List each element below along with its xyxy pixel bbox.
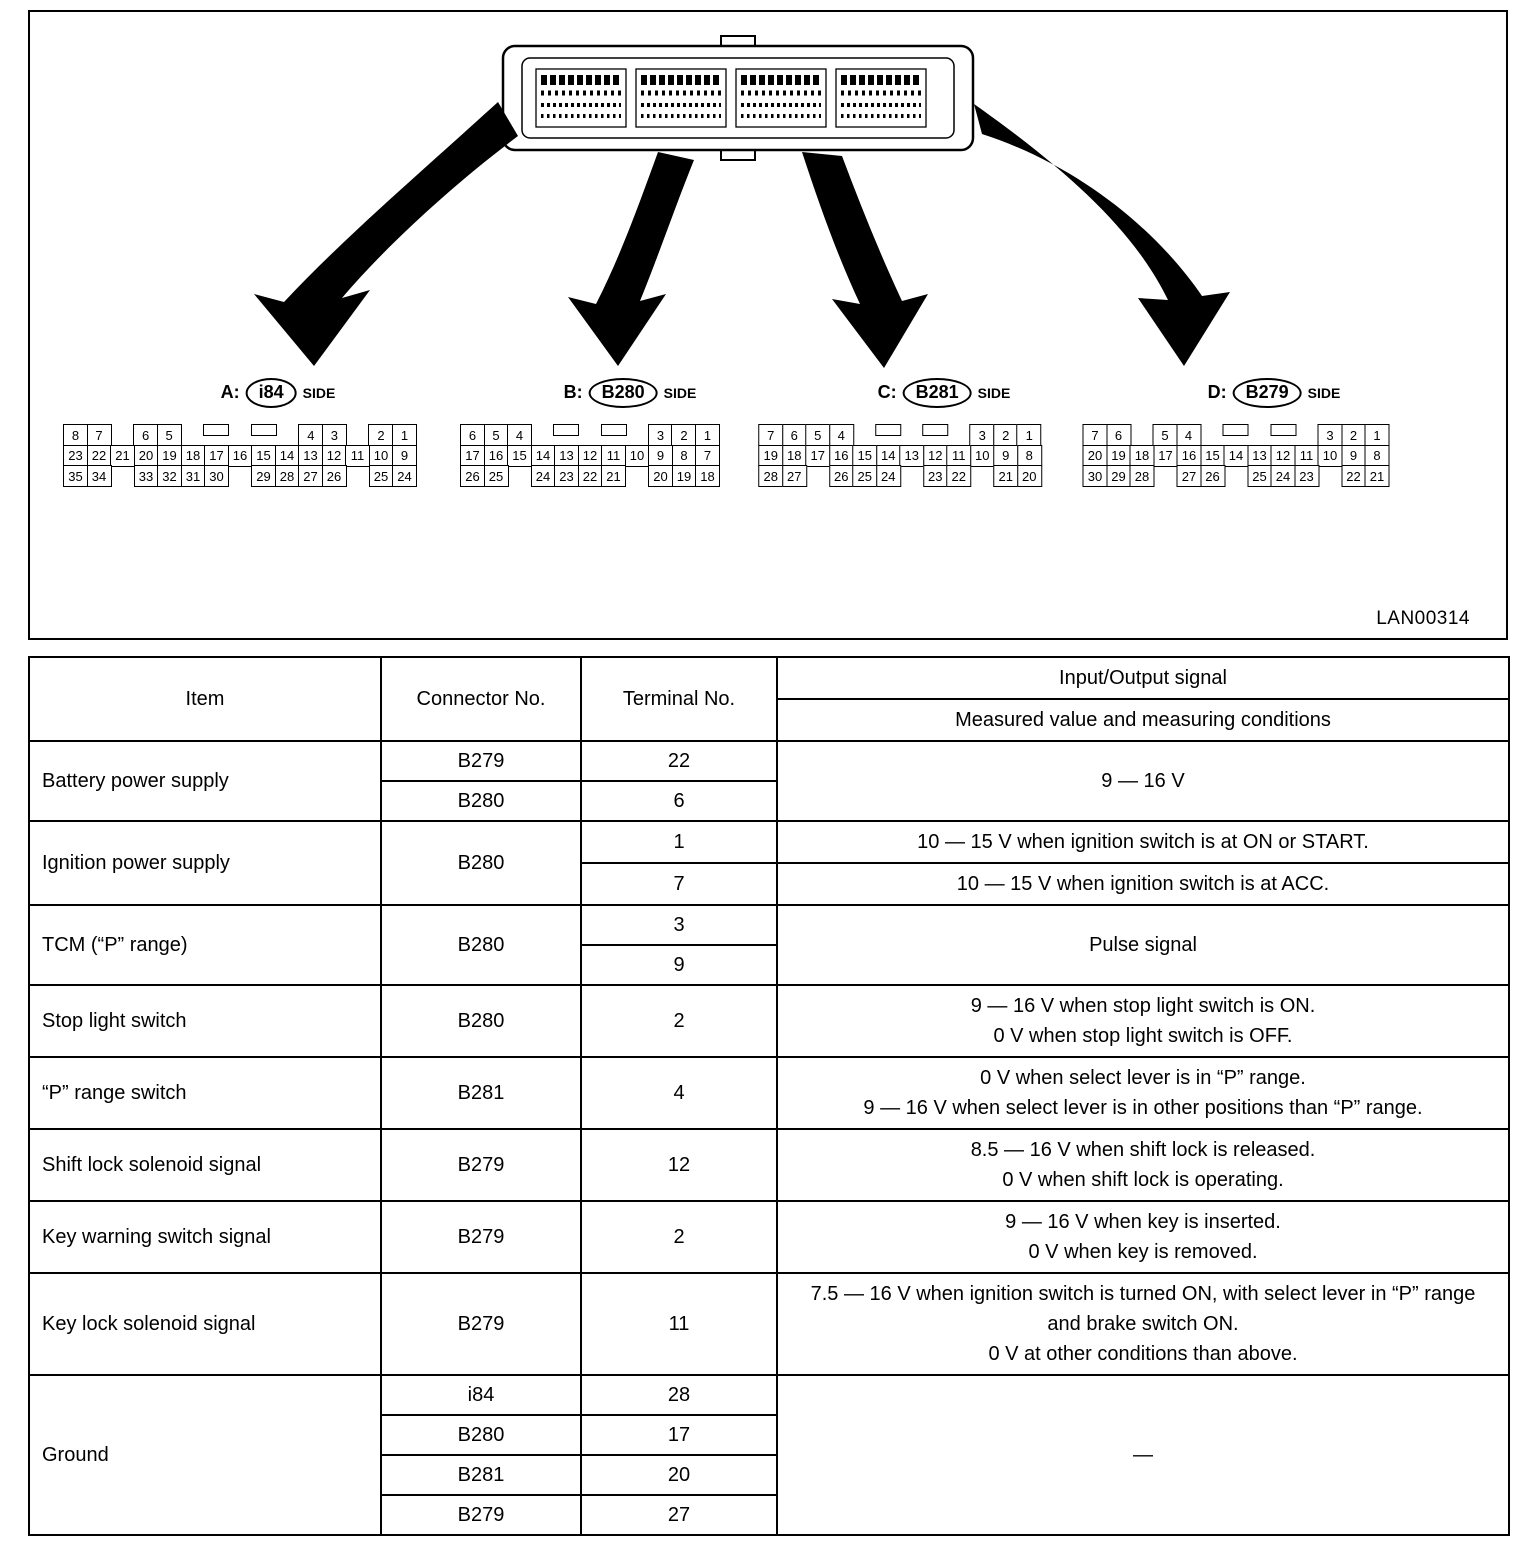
connector-side-label: SIDE xyxy=(302,384,336,401)
connector-cell: B281 xyxy=(381,1057,581,1129)
pin-B281-20: 20 xyxy=(1017,465,1042,487)
connector-cell: B279 xyxy=(381,741,581,781)
pin-B280-11: 11 xyxy=(601,445,626,467)
pin-B279-19: 19 xyxy=(1106,445,1131,467)
connector-cell: B280 xyxy=(381,985,581,1057)
pin-i84-5: 5 xyxy=(157,424,182,446)
terminal-cell: 1 xyxy=(581,821,777,863)
pin-i84-11: 11 xyxy=(345,445,370,467)
item-cell: Key lock solenoid signal xyxy=(29,1273,381,1375)
pin-i84-20: 20 xyxy=(134,445,159,467)
pin-segment xyxy=(63,465,112,487)
pin-segment xyxy=(1318,424,1390,446)
pin-segment xyxy=(63,424,112,446)
pin-i84-1: 1 xyxy=(392,424,417,446)
terminal-cell: 22 xyxy=(581,741,777,781)
pin-block-b xyxy=(636,69,726,127)
pin-row xyxy=(63,424,417,446)
connector-cell: B280 xyxy=(381,905,581,985)
signal-line: 0 V when stop light switch is OFF. xyxy=(993,1025,1293,1047)
terminal-cell: 4 xyxy=(581,1057,777,1129)
pin-segment xyxy=(648,465,720,487)
pin-i84-35: 35 xyxy=(63,465,88,487)
signal-cell xyxy=(777,821,1509,863)
col-header-item: Item xyxy=(29,657,381,741)
pin-B279-29: 29 xyxy=(1106,465,1131,487)
connector-cell: B279 xyxy=(381,1201,581,1273)
connector-label-a xyxy=(221,378,336,408)
pin-B280-9: 9 xyxy=(648,445,673,467)
signal-line: — xyxy=(1133,1444,1153,1466)
pin-i84-29: 29 xyxy=(251,465,276,487)
pin-i84-31: 31 xyxy=(181,465,206,487)
pin-row xyxy=(1083,465,1390,487)
pin-B280-6: 6 xyxy=(460,424,485,446)
pin-B280-12: 12 xyxy=(578,445,603,467)
table-row xyxy=(29,905,1509,945)
item-cell: Battery power supply xyxy=(29,741,381,821)
pin-block-a xyxy=(536,69,626,127)
pin-grid-b xyxy=(460,424,720,487)
terminal-cell: 2 xyxy=(581,985,777,1057)
pin-i84-27: 27 xyxy=(298,465,323,487)
signal-line: 8.5 — 16 V when shift lock is released. xyxy=(970,1139,1316,1161)
pin-B279-17: 17 xyxy=(1153,445,1178,467)
signal-line: Pulse signal xyxy=(1089,934,1197,956)
connector-cell: i84 xyxy=(381,1375,581,1415)
pin-B279-14: 14 xyxy=(1224,445,1249,467)
pin-B279-24: 24 xyxy=(1271,465,1296,487)
pin-segment xyxy=(1247,465,1319,487)
pin-B279-3: 3 xyxy=(1318,424,1343,446)
pin-segment xyxy=(134,465,230,487)
pin-B281-14: 14 xyxy=(876,445,901,467)
pin-B279-28: 28 xyxy=(1130,465,1155,487)
connector-key-tab xyxy=(875,424,901,436)
terminal-cell: 12 xyxy=(581,1129,777,1201)
pin-segment xyxy=(460,445,720,467)
pin-B281-13: 13 xyxy=(899,445,924,467)
connector-key-tab xyxy=(203,424,229,436)
pin-B281-3: 3 xyxy=(970,424,995,446)
pin-B281-16: 16 xyxy=(829,445,854,467)
pin-segment xyxy=(63,445,417,467)
signal-line: 0 V when select lever is in “P” range. xyxy=(980,1067,1306,1089)
connector-key-tab xyxy=(922,424,948,436)
table-row xyxy=(29,1375,1509,1415)
pin-segment xyxy=(923,465,972,487)
pin-segment xyxy=(1153,424,1202,446)
pin-B280-8: 8 xyxy=(672,445,697,467)
pin-B280-22: 22 xyxy=(578,465,603,487)
pin-segment xyxy=(1083,465,1155,487)
pin-B279-26: 26 xyxy=(1200,465,1225,487)
manual-page xyxy=(28,10,1508,1536)
arrow-to-a xyxy=(254,102,518,366)
signal-line: 9 — 16 V xyxy=(1101,770,1185,792)
signal-cell xyxy=(777,741,1509,821)
pin-row xyxy=(460,424,720,446)
pin-segment xyxy=(298,424,347,446)
pin-B279-13: 13 xyxy=(1247,445,1272,467)
pin-i84-30: 30 xyxy=(204,465,229,487)
table-row xyxy=(29,1057,1509,1129)
signal-line: 0 V when shift lock is operating. xyxy=(1002,1169,1284,1191)
signal-cell xyxy=(777,905,1509,985)
terminal-cell: 20 xyxy=(581,1455,777,1495)
pin-grid-d xyxy=(1083,424,1390,487)
pin-B280-23: 23 xyxy=(554,465,579,487)
pin-segment xyxy=(648,424,720,446)
connector-number-badge: B279 xyxy=(1233,378,1302,408)
connector-letter: D: xyxy=(1207,382,1227,403)
pin-B280-13: 13 xyxy=(554,445,579,467)
pin-B280-20: 20 xyxy=(648,465,673,487)
connector-label-c xyxy=(878,378,1011,408)
pin-i84-18: 18 xyxy=(181,445,206,467)
pin-grid-c xyxy=(758,424,1042,487)
pin-segment xyxy=(133,424,182,446)
pin-i84-7: 7 xyxy=(87,424,112,446)
pin-B281-11: 11 xyxy=(946,445,971,467)
table-row xyxy=(29,1273,1509,1375)
pin-B279-7: 7 xyxy=(1083,424,1108,446)
table-row xyxy=(29,1201,1509,1273)
pin-i84-25: 25 xyxy=(369,465,394,487)
pin-B279-15: 15 xyxy=(1200,445,1225,467)
table-row xyxy=(29,741,1509,781)
pin-B281-18: 18 xyxy=(782,445,807,467)
pin-block-d xyxy=(836,69,926,127)
signal-line: 10 — 15 V when ignition switch is at ON or START. xyxy=(917,831,1369,853)
pin-B279-30: 30 xyxy=(1083,465,1108,487)
pin-i84-19: 19 xyxy=(157,445,182,467)
connector-key-tab xyxy=(553,424,579,436)
connector-cell: B280 xyxy=(381,781,581,821)
table-row xyxy=(29,821,1509,863)
pin-B280-19: 19 xyxy=(672,465,697,487)
pin-B280-2: 2 xyxy=(671,424,696,446)
signal-cell xyxy=(777,1375,1509,1535)
connector-side-label: SIDE xyxy=(1307,384,1341,401)
pin-B279-20: 20 xyxy=(1083,445,1108,467)
pin-B281-1: 1 xyxy=(1017,424,1042,446)
terminal-cell: 27 xyxy=(581,1495,777,1535)
pin-B280-15: 15 xyxy=(507,445,532,467)
pin-B281-7: 7 xyxy=(758,424,783,446)
item-cell: Ignition power supply xyxy=(29,821,381,905)
pin-segment xyxy=(758,465,807,487)
pin-i84-21: 21 xyxy=(110,445,135,467)
connector-diagram-panel xyxy=(28,10,1508,640)
signal-cell xyxy=(777,1129,1509,1201)
pin-B280-1: 1 xyxy=(695,424,720,446)
pin-i84-6: 6 xyxy=(133,424,158,446)
signal-cell xyxy=(777,1201,1509,1273)
pin-row xyxy=(758,445,1042,467)
pin-i84-13: 13 xyxy=(298,445,323,467)
pin-segment xyxy=(1083,424,1132,446)
pin-row xyxy=(1083,424,1390,446)
pin-B281-22: 22 xyxy=(946,465,971,487)
pin-B281-23: 23 xyxy=(923,465,948,487)
signal-cell xyxy=(777,985,1509,1057)
table-row xyxy=(29,1129,1509,1201)
pin-segment xyxy=(251,465,347,487)
pin-B280-26: 26 xyxy=(460,465,485,487)
signal-table-header xyxy=(29,657,1509,741)
signal-line: 0 V when key is removed. xyxy=(1028,1241,1258,1263)
pin-i84-22: 22 xyxy=(87,445,112,467)
connector-label-d xyxy=(1208,378,1341,408)
pin-B281-8: 8 xyxy=(1017,445,1042,467)
col-header-connector: Connector No. xyxy=(381,657,581,741)
terminal-cell: 2 xyxy=(581,1201,777,1273)
pin-B279-2: 2 xyxy=(1341,424,1366,446)
pin-B281-19: 19 xyxy=(758,445,783,467)
pin-row xyxy=(460,445,720,467)
signal-line: 7.5 — 16 V when ignition switch is turned ON, with select lever in “P” range and brake switch ON. xyxy=(810,1283,1476,1335)
pin-i84-28: 28 xyxy=(275,465,300,487)
pin-B281-10: 10 xyxy=(970,445,995,467)
pin-segment xyxy=(758,424,854,446)
pin-B281-6: 6 xyxy=(782,424,807,446)
terminal-cell: 17 xyxy=(581,1415,777,1455)
pin-i84-9: 9 xyxy=(392,445,417,467)
pin-B279-5: 5 xyxy=(1153,424,1178,446)
connector-cell: B279 xyxy=(381,1495,581,1535)
pin-B279-11: 11 xyxy=(1294,445,1319,467)
pin-i84-24: 24 xyxy=(392,465,417,487)
connector-cell: B280 xyxy=(381,821,581,905)
connector-letter: A: xyxy=(220,382,240,403)
connector-key-tab xyxy=(1223,424,1249,436)
col-header-signal-sub: Measured value and measuring conditions xyxy=(777,699,1509,741)
pin-B280-16: 16 xyxy=(484,445,509,467)
pin-row xyxy=(63,445,417,467)
pin-i84-4: 4 xyxy=(298,424,323,446)
pin-B280-17: 17 xyxy=(460,445,485,467)
pin-B279-21: 21 xyxy=(1365,465,1390,487)
pin-B281-17: 17 xyxy=(805,445,830,467)
pin-i84-33: 33 xyxy=(134,465,159,487)
connector-label-b xyxy=(564,378,697,408)
pin-B281-15: 15 xyxy=(852,445,877,467)
connector-cell: B280 xyxy=(381,1415,581,1455)
pin-segment xyxy=(1083,445,1390,467)
pin-segment xyxy=(758,445,1042,467)
terminal-cell: 9 xyxy=(581,945,777,985)
item-cell: Shift lock solenoid signal xyxy=(29,1129,381,1201)
pin-B279-25: 25 xyxy=(1247,465,1272,487)
pin-B281-27: 27 xyxy=(782,465,807,487)
pin-i84-14: 14 xyxy=(275,445,300,467)
connector-letter: B: xyxy=(563,382,583,403)
pin-block-c xyxy=(736,69,826,127)
pin-i84-12: 12 xyxy=(322,445,347,467)
pin-i84-3: 3 xyxy=(322,424,347,446)
terminal-cell: 6 xyxy=(581,781,777,821)
pin-B280-5: 5 xyxy=(484,424,509,446)
pin-B279-16: 16 xyxy=(1177,445,1202,467)
pin-i84-34: 34 xyxy=(87,465,112,487)
signal-line: 10 — 15 V when ignition switch is at ACC. xyxy=(956,873,1330,895)
pin-B280-18: 18 xyxy=(695,465,720,487)
pin-B279-9: 9 xyxy=(1341,445,1366,467)
pin-segment xyxy=(460,424,532,446)
connector-key-tab xyxy=(601,424,627,436)
pin-B281-12: 12 xyxy=(923,445,948,467)
col-header-terminal: Terminal No. xyxy=(581,657,777,741)
connector-cell: B281 xyxy=(381,1455,581,1495)
pin-i84-32: 32 xyxy=(157,465,182,487)
pin-B281-24: 24 xyxy=(876,465,901,487)
terminal-cell: 11 xyxy=(581,1273,777,1375)
connector-side-label: SIDE xyxy=(663,384,697,401)
pin-B279-4: 4 xyxy=(1176,424,1201,446)
pin-segment xyxy=(1341,465,1390,487)
connector-number-badge: B281 xyxy=(903,378,972,408)
figure-code: LAN00314 xyxy=(1376,608,1470,629)
signal-line: 9 — 16 V when key is inserted. xyxy=(1005,1211,1281,1233)
pin-B279-12: 12 xyxy=(1271,445,1296,467)
pin-B281-26: 26 xyxy=(829,465,854,487)
pin-row xyxy=(460,465,720,487)
pin-B280-10: 10 xyxy=(625,445,650,467)
arrow-to-c xyxy=(802,152,928,368)
pin-row xyxy=(758,424,1042,446)
col-header-signal: Input/Output signal xyxy=(777,657,1509,699)
pin-B281-28: 28 xyxy=(758,465,783,487)
terminal-cell: 7 xyxy=(581,863,777,905)
pin-segment xyxy=(993,465,1042,487)
signal-cell xyxy=(777,863,1509,905)
item-cell: Stop light switch xyxy=(29,985,381,1057)
pin-B280-4: 4 xyxy=(507,424,532,446)
pin-B279-6: 6 xyxy=(1106,424,1131,446)
pin-i84-15: 15 xyxy=(251,445,276,467)
signal-table-body xyxy=(29,741,1509,1535)
item-cell: TCM (“P” range) xyxy=(29,905,381,985)
pin-B280-3: 3 xyxy=(648,424,673,446)
connector-number-badge: B280 xyxy=(589,378,658,408)
pin-i84-23: 23 xyxy=(63,445,88,467)
connector-key-tab xyxy=(1270,424,1296,436)
pin-B281-4: 4 xyxy=(829,424,854,446)
pin-row xyxy=(63,465,417,487)
connector-cell: B279 xyxy=(381,1273,581,1375)
pin-B279-1: 1 xyxy=(1365,424,1390,446)
connector-diagram-art xyxy=(30,12,1506,638)
pin-i84-16: 16 xyxy=(228,445,253,467)
signal-line: 0 V at other conditions than above. xyxy=(988,1343,1298,1365)
pin-i84-10: 10 xyxy=(369,445,394,467)
pin-segment xyxy=(829,465,901,487)
pin-i84-26: 26 xyxy=(322,465,347,487)
arrow-to-d xyxy=(974,104,1230,366)
pin-B279-10: 10 xyxy=(1318,445,1343,467)
pin-row xyxy=(758,465,1042,487)
terminal-cell: 3 xyxy=(581,905,777,945)
pin-segment xyxy=(369,465,418,487)
table-row xyxy=(29,985,1509,1057)
connector-number-badge: i84 xyxy=(246,378,297,408)
pin-segment xyxy=(1177,465,1226,487)
pin-B279-23: 23 xyxy=(1294,465,1319,487)
pin-B280-14: 14 xyxy=(531,445,556,467)
pin-grid-a xyxy=(63,424,417,487)
pin-segment xyxy=(970,424,1042,446)
pin-B281-9: 9 xyxy=(993,445,1018,467)
pin-i84-17: 17 xyxy=(204,445,229,467)
signal-line: 9 — 16 V when select lever is in other positions than “P” range. xyxy=(863,1097,1423,1119)
pin-B281-21: 21 xyxy=(993,465,1018,487)
pin-i84-8: 8 xyxy=(63,424,88,446)
signal-cell xyxy=(777,1057,1509,1129)
pin-i84-2: 2 xyxy=(368,424,393,446)
pin-segment xyxy=(460,465,509,487)
item-cell: Ground xyxy=(29,1375,381,1535)
item-cell: “P” range switch xyxy=(29,1057,381,1129)
signal-line: 9 — 16 V when stop light switch is ON. xyxy=(970,995,1316,1017)
pin-B281-25: 25 xyxy=(852,465,877,487)
connector-key-tab xyxy=(251,424,277,436)
terminal-cell: 28 xyxy=(581,1375,777,1415)
pin-B280-21: 21 xyxy=(601,465,626,487)
pin-row xyxy=(1083,445,1390,467)
pin-B279-18: 18 xyxy=(1130,445,1155,467)
signal-cell xyxy=(777,1273,1509,1375)
pin-B280-7: 7 xyxy=(695,445,720,467)
signal-table xyxy=(28,656,1510,1536)
pin-segment xyxy=(531,465,627,487)
pin-B280-24: 24 xyxy=(531,465,556,487)
arrow-to-b xyxy=(568,152,694,366)
pin-B279-27: 27 xyxy=(1177,465,1202,487)
item-cell: Key warning switch signal xyxy=(29,1201,381,1273)
connector-side-label: SIDE xyxy=(977,384,1011,401)
pin-B279-22: 22 xyxy=(1341,465,1366,487)
pin-B280-25: 25 xyxy=(484,465,509,487)
connector-letter: C: xyxy=(877,382,897,403)
pin-B279-8: 8 xyxy=(1365,445,1390,467)
pin-segment xyxy=(368,424,417,446)
connector-cell: B279 xyxy=(381,1129,581,1201)
pin-B281-5: 5 xyxy=(805,424,830,446)
pin-B281-2: 2 xyxy=(993,424,1018,446)
